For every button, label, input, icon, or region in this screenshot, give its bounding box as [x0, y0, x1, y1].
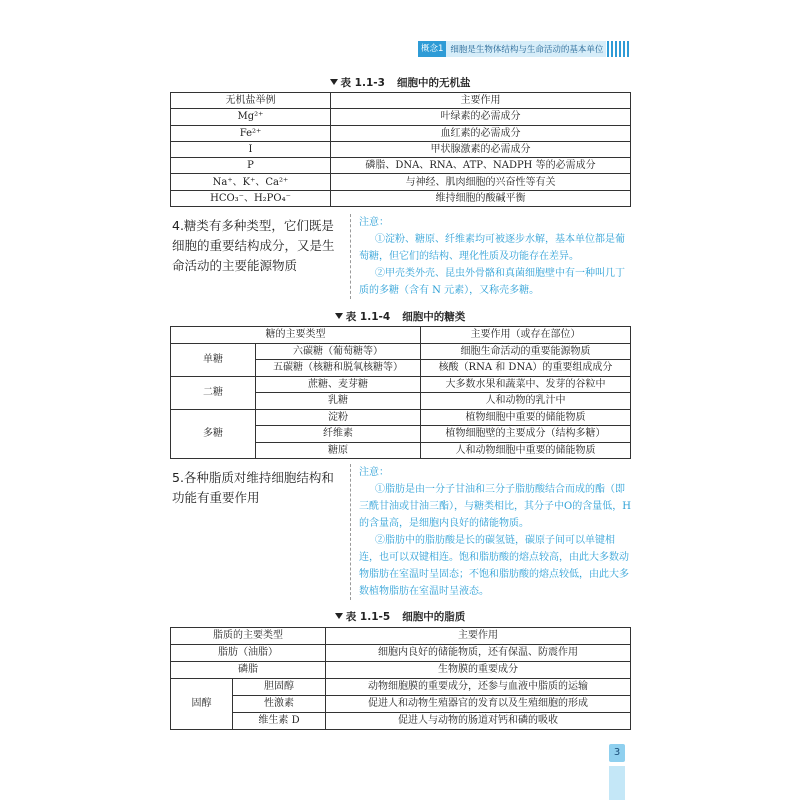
table-caption [170, 75, 630, 89]
sugar-role-cell: 大多数水果和蔬菜中、发芽的谷粒中 [421, 376, 631, 393]
sugar-type-cell: 五碳糖（核糖和脱氧核糖等） [256, 360, 421, 377]
column-header: 主要作用（或存在部位） [421, 327, 631, 344]
page-number: 3 [609, 744, 625, 762]
note-item: ①淀粉、糖原、纤维素均可被逐步水解，基本单位都是葡萄糖，但它们的结构、理化性质及功能存在差异。 [359, 234, 625, 262]
salt-function-cell: 叶绿素的必需成分 [331, 109, 631, 125]
sugar-type-cell: 糖原 [256, 442, 421, 459]
table-row [171, 409, 631, 426]
sugar-role-cell: 人和动物的乳汁中 [421, 393, 631, 410]
column-header: 无机盐举例 [171, 93, 331, 109]
sugar-role-cell: 细胞生命活动的重要能源物质 [421, 343, 631, 360]
lipids-table [170, 627, 631, 730]
triangle-down-icon [330, 79, 338, 85]
salt-example-cell: I [171, 141, 331, 157]
sugar-type-cell: 淀粉 [256, 409, 421, 426]
sugar-role-cell: 核酸（RNA 和 DNA）的重要组成成分 [421, 360, 631, 377]
lipid-role-cell: 促进人和动物生殖器官的发育以及生殖细胞的形成 [326, 696, 631, 713]
caption-title: 细胞中的糖类 [402, 310, 466, 323]
table-row [171, 713, 631, 730]
lipid-type-cell: 性激素 [233, 696, 326, 713]
section-heading-4: 4.糖类有多种类型，它们既是细胞的重要结构成分，又是生命活动的主要能源物质 [172, 218, 335, 273]
sugar-type-cell: 六碳糖（葡萄糖等） [256, 343, 421, 360]
table-row [171, 125, 631, 141]
column-header: 主要作用 [331, 93, 631, 109]
table-row [171, 109, 631, 125]
sugars-table [170, 326, 631, 459]
table-row [171, 662, 631, 679]
note-item: ②甲壳类外壳、昆虫外骨骼和真菌细胞壁中有一种叫几丁质的多糖（含有 N 元素），又称壳多糖。 [359, 268, 625, 296]
lipid-type-cell: 脂肪（油脂） [171, 645, 326, 662]
caption-title: 细胞中的脂质 [402, 610, 466, 623]
sugar-group-cell: 二糖 [171, 376, 256, 409]
caption-label: 表 1.1-3 [340, 76, 385, 89]
table-row [171, 158, 631, 174]
sugar-role-cell: 人和动物细胞中重要的储能物质 [421, 442, 631, 459]
note-label: 注意： [359, 467, 389, 478]
table-row [171, 645, 631, 662]
salt-example-cell: HCO₃⁻、H₂PO₄⁻ [171, 190, 331, 206]
sugar-type-cell: 纤维素 [256, 426, 421, 443]
running-header [418, 41, 606, 57]
salt-example-cell: Fe²⁺ [171, 125, 331, 141]
table-header-row [171, 628, 631, 645]
note-label: 注意： [359, 217, 389, 228]
table-row [171, 679, 631, 696]
lipid-group-cell: 固醇 [171, 679, 233, 730]
inorganic-salts-table [170, 92, 631, 207]
header-stripes-decoration [607, 41, 631, 57]
lipid-role-cell: 细胞内良好的储能物质，还有保温、防震作用 [326, 645, 631, 662]
section-heading-5: 5.各种脂质对维持细胞结构和功能有重要作用 [172, 470, 334, 505]
table-row [171, 141, 631, 157]
salt-function-cell: 血红素的必需成分 [331, 125, 631, 141]
triangle-down-icon [335, 313, 343, 319]
table-row [171, 174, 631, 190]
salt-example-cell: Mg²⁺ [171, 109, 331, 125]
salt-function-cell: 维持细胞的酸碱平衡 [331, 190, 631, 206]
note-box [350, 464, 631, 600]
table-header-row [171, 93, 631, 109]
lipid-role-cell: 生物膜的重要成分 [326, 662, 631, 679]
concept-label: 概念1 [418, 41, 446, 57]
table-caption [170, 309, 630, 323]
lipid-type-cell: 维生素 D [233, 713, 326, 730]
column-header: 主要作用 [326, 628, 631, 645]
column-header: 脂质的主要类型 [171, 628, 326, 645]
concept-title: 细胞是生物体结构与生命活动的基本单位 [450, 45, 604, 55]
salt-function-cell: 与神经、肌肉细胞的兴奋性等有关 [331, 174, 631, 190]
lipid-role-cell: 促进人与动物的肠道对钙和磷的吸收 [326, 713, 631, 730]
sugar-role-cell: 植物细胞壁的主要成分（结构多糖） [421, 426, 631, 443]
salt-example-cell: Na⁺、K⁺、Ca²⁺ [171, 174, 331, 190]
triangle-down-icon [335, 613, 343, 619]
table-row [171, 696, 631, 713]
column-header: 糖的主要类型 [171, 327, 421, 344]
page-edge-bar [609, 766, 625, 800]
note-box [350, 214, 631, 299]
table-row [171, 376, 631, 393]
sugar-type-cell: 乳糖 [256, 393, 421, 410]
table-caption [170, 609, 630, 623]
sugar-group-cell: 单糖 [171, 343, 256, 376]
lipid-type-cell: 胆固醇 [233, 679, 326, 696]
caption-label: 表 1.1-4 [345, 310, 391, 323]
sugar-group-cell: 多糖 [171, 409, 256, 459]
sugar-role-cell: 植物细胞中重要的储能物质 [421, 409, 631, 426]
salt-function-cell: 磷脂、DNA、RNA、ATP、NADPH 等的必需成分 [331, 158, 631, 174]
salt-example-cell: P [171, 158, 331, 174]
caption-label: 表 1.1-5 [345, 610, 391, 623]
caption-title: 细胞中的无机盐 [396, 76, 471, 89]
salt-function-cell: 甲状腺激素的必需成分 [331, 141, 631, 157]
sugar-type-cell: 蔗糖、麦芽糖 [256, 376, 421, 393]
table-row [171, 190, 631, 206]
note-item: ②脂肪中的脂肪酸是长的碳氢链，碳原子间可以单键相连，也可以双键相连。饱和脂肪酸的熔点较高，由此大多数动物脂肪在室温时呈固态；不饱和脂肪酸的熔点较低，由此大多数植物脂肪在室温时呈液态。 [359, 535, 629, 597]
note-item: ①脂肪是由一分子甘油和三分子脂肪酸结合而成的酯（即三酰甘油或甘油三酯），与糖类相比，其分子中O的含量低，H的含量高，是细胞内良好的储能物质。 [359, 484, 631, 529]
table-header-row [171, 327, 631, 344]
lipid-type-cell: 磷脂 [171, 662, 326, 679]
table-row [171, 343, 631, 360]
lipid-role-cell: 动物细胞膜的重要成分，还参与血液中脂质的运输 [326, 679, 631, 696]
